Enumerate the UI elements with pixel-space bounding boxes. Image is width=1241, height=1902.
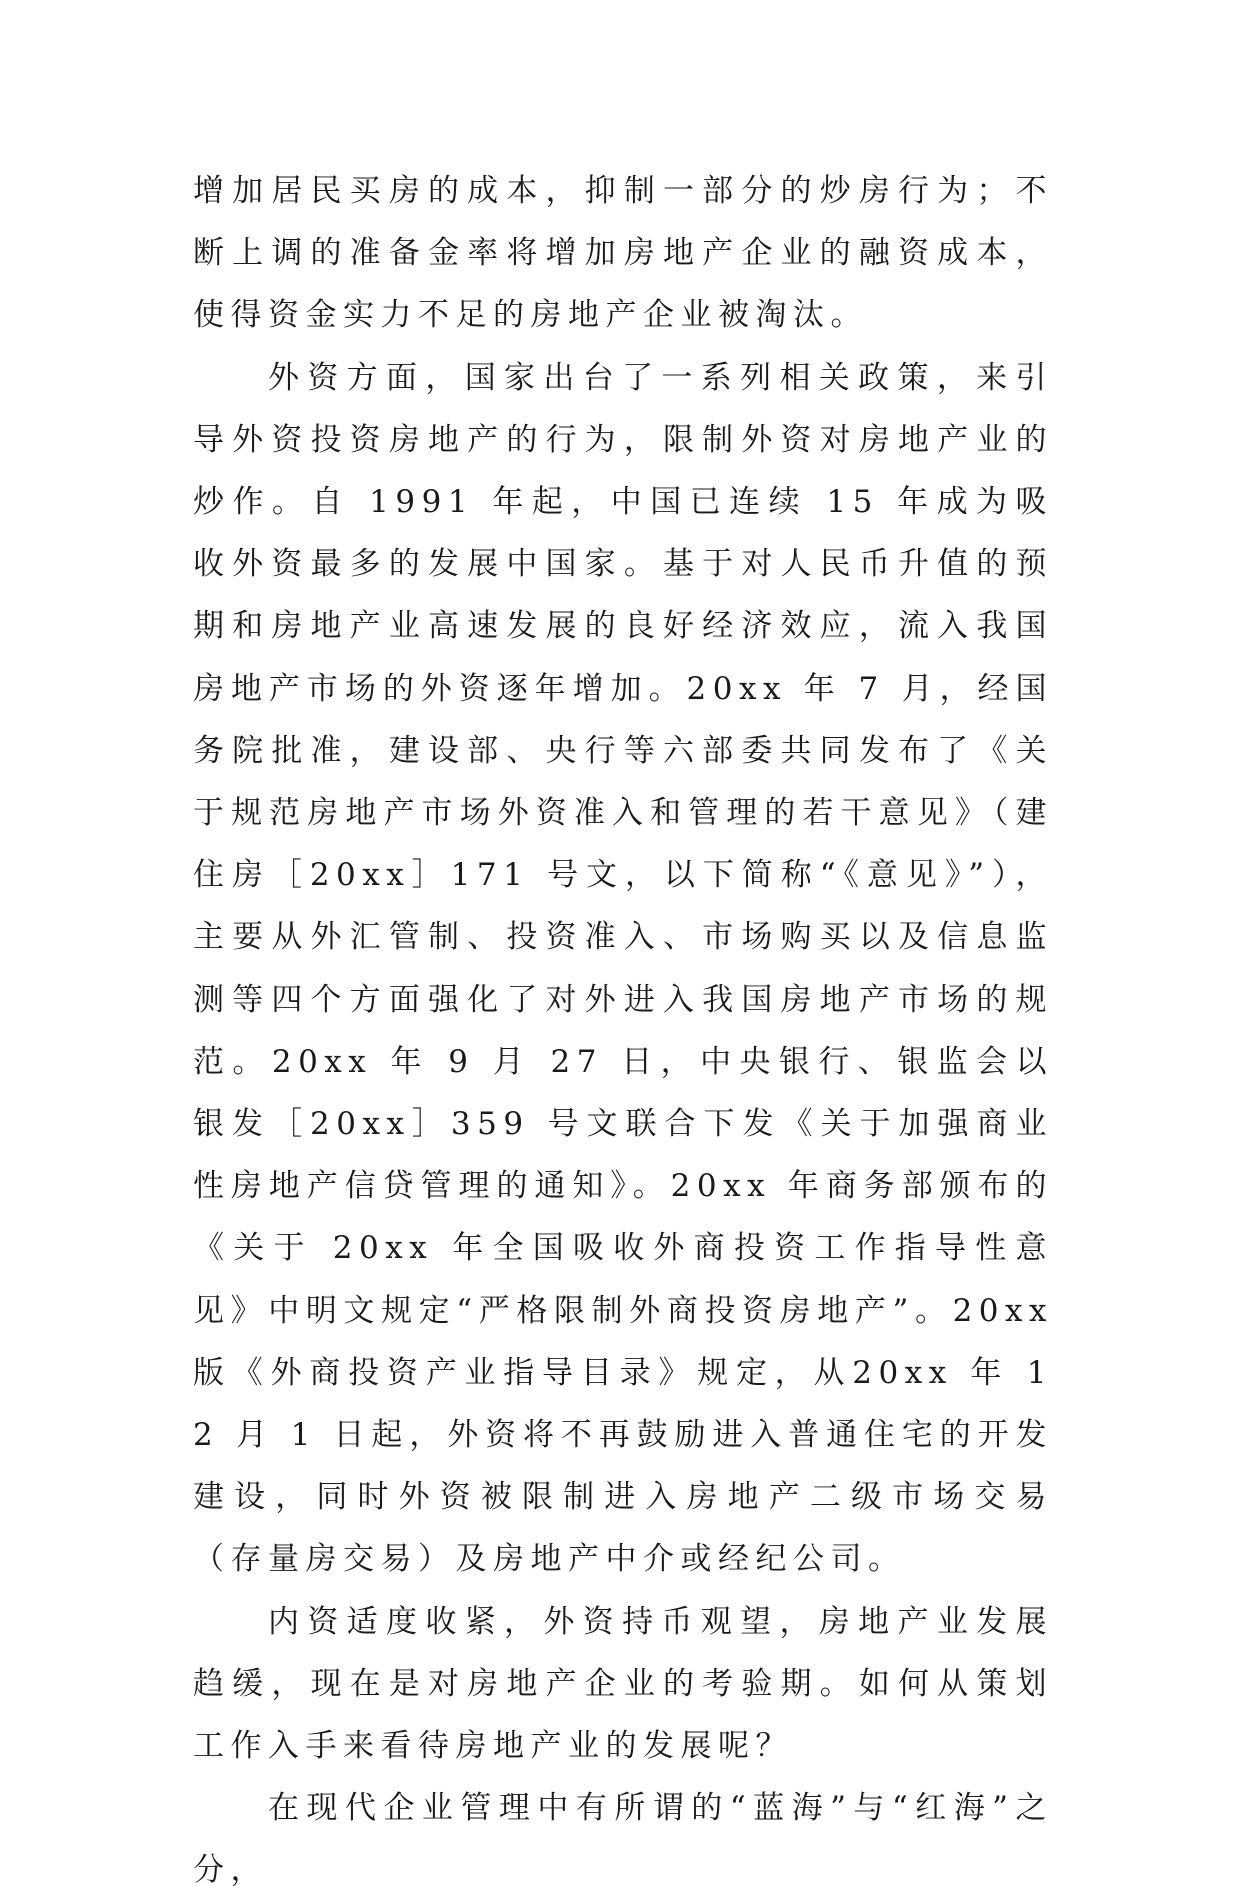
paragraph-2: 外资方面，国家出台了一系列相关政策，来引导外资投资房地产的行为，限制外资对房地产业的炒作。自 1991 年起，中国已连续 15 年成为吸收外资最多的发展中国家。基于对人民币升值的预期和房地产业高速发展的良好经济效应，流入我国房地产市场的外资逐年增加。20xx 年 7 月，经国务院批准，建设部、央行等六部委共同发布了《关于规范房地产市场外资准入和管理的若干意见》（建住房［20xx］171 号文，以下简称“《意见》”），主要从外汇管制、投资准入、市场购买以及信息监测等四个方面强化了对外进入我国房地产市场的规范。20xx 年 9 月 27 日，中央银行、银监会以银发［20xx］359 号文联合下发《关于加强商业性房地产信贷管理的通知》。20xx 年商务部颁布的《关于 20xx 年全国吸收外商投资工作指导性意见》中明文规定“严格限制外商投资房地产”。20xx 版《外商投资产业指导目录》规定，从20xx 年 12 月 1 日起，外资将不再鼓励进入普通住宅的开发建设，同时外资被限制进入房地产二级市场交易（存量房交易）及房地产中介或经纪公司。 bbox=[193, 359, 1053, 1578]
document-body bbox=[193, 160, 1053, 1902]
paragraph-1: 增加居民买房的成本，抑制一部分的炒房行为；不断上调的准备金率将增加房地产企业的融资成本，使得资金实力不足的房地产企业被淘汰。 bbox=[193, 173, 1053, 334]
paragraph-4: 在现代企业管理中有所谓的“蓝海”与“红海”之分， bbox=[193, 1790, 1053, 1889]
paragraph-3: 内资适度收紧，外资持币观望，房地产业发展趋缓，现在是对房地产企业的考验期。如何从策划工作入手来看待房地产业的发展呢？ bbox=[193, 1603, 1053, 1765]
